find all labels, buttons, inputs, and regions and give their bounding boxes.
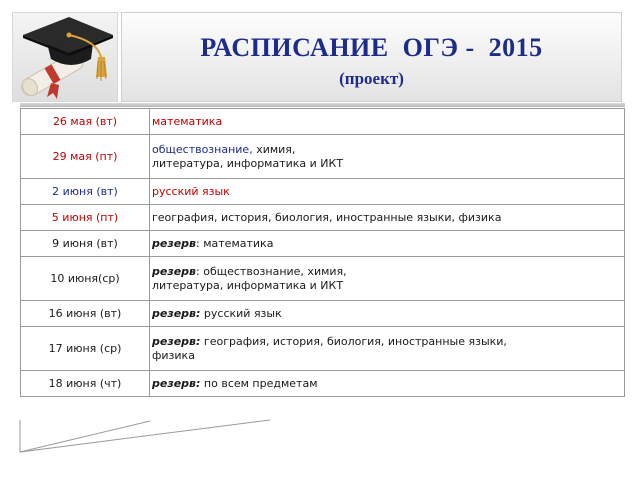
subject-highlight: обществознание, xyxy=(152,142,253,156)
exam-date: 17 июня (ср) xyxy=(21,327,150,371)
exam-date: 16 июня (вт) xyxy=(21,301,150,327)
schedule-row xyxy=(21,371,625,397)
subject-text-line2: физика xyxy=(152,348,195,362)
page-title: РАСПИСАНИЕ ОГЭ - 2015 xyxy=(200,33,543,62)
subject-text-line2: литература, информатика и ИКТ xyxy=(152,156,344,170)
subject-text: география, история, биология, иностранные языки, xyxy=(200,334,507,348)
exam-subjects xyxy=(150,231,625,257)
schedule-row xyxy=(21,109,625,135)
exam-date: 26 мая (вт) xyxy=(21,109,150,135)
reserve-label: резерв: xyxy=(152,334,201,348)
exam-subjects xyxy=(150,109,625,135)
exam-subjects xyxy=(150,135,625,179)
subject-text: : математика xyxy=(196,236,274,250)
schedule-row xyxy=(21,231,625,257)
exam-date: 18 июня (чт) xyxy=(21,371,150,397)
schedule-row xyxy=(21,327,625,371)
exam-subjects xyxy=(150,301,625,327)
schedule-row xyxy=(21,135,625,179)
exam-subjects xyxy=(150,205,625,231)
exam-subjects xyxy=(150,257,625,301)
exam-subjects xyxy=(150,371,625,397)
exam-subjects xyxy=(150,179,625,205)
exam-date: 5 июня (пт) xyxy=(21,205,150,231)
reserve-label: резерв xyxy=(152,236,197,250)
reserve-label: резерв xyxy=(152,264,197,278)
subject-text: география, история, биология, иностранные языки, физика xyxy=(152,210,502,224)
subject-text-line2: литература, информатика и ИКТ xyxy=(152,278,344,292)
exam-date: 9 июня (вт) xyxy=(21,231,150,257)
subject-text: химия, xyxy=(252,142,296,156)
reserve-label: резерв: xyxy=(152,376,201,390)
subject-text: по всем предметам xyxy=(200,376,318,390)
schedule-row xyxy=(21,257,625,301)
subject-text: математика xyxy=(152,114,223,128)
exam-subjects xyxy=(150,327,625,371)
exam-schedule-table xyxy=(20,108,625,397)
exam-date: 10 июня(ср) xyxy=(21,257,150,301)
subject-text: русский язык xyxy=(200,306,282,320)
subject-text: русский язык xyxy=(152,184,230,198)
schedule-row xyxy=(21,205,625,231)
exam-date: 2 июня (вт) xyxy=(21,179,150,205)
subject-text: : обществознание, химия, xyxy=(196,264,347,278)
schedule-row xyxy=(21,301,625,327)
reserve-label: резерв: xyxy=(152,306,201,320)
page-subtitle: (проект) xyxy=(339,69,404,88)
schedule-row xyxy=(21,179,625,205)
exam-date: 29 мая (пт) xyxy=(21,135,150,179)
